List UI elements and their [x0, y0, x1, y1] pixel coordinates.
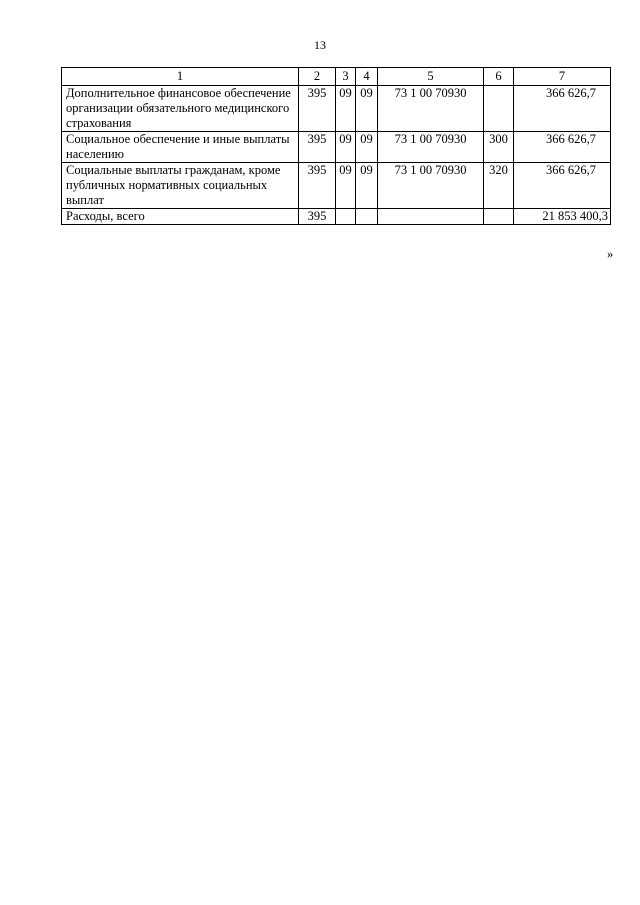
row-section: 09: [336, 163, 356, 209]
row-target: 73 1 00 70930: [378, 132, 484, 163]
header-col-7: 7: [514, 68, 611, 86]
total-name: Расходы, всего: [62, 209, 299, 225]
total-subsection: [356, 209, 378, 225]
row-amount: 366 626,7: [514, 86, 611, 132]
total-target: [378, 209, 484, 225]
page-number: 13: [314, 38, 326, 52]
table-row: [62, 132, 611, 163]
total-row: [62, 209, 611, 225]
row-ministry: 395: [299, 132, 336, 163]
budget-table: [61, 67, 611, 225]
total-expense-type: [484, 209, 514, 225]
row-amount: 366 626,7: [514, 163, 611, 209]
row-subsection: 09: [356, 132, 378, 163]
row-amount: 366 626,7: [514, 132, 611, 163]
header-col-5: 5: [378, 68, 484, 86]
header-row: [62, 68, 611, 86]
total-ministry: 395: [299, 209, 336, 225]
row-target: 73 1 00 70930: [378, 86, 484, 132]
row-ministry: 395: [299, 86, 336, 132]
row-expense-type: [484, 86, 514, 132]
header-col-4: 4: [356, 68, 378, 86]
row-subsection: 09: [356, 163, 378, 209]
row-target: 73 1 00 70930: [378, 163, 484, 209]
row-expense-type: 300: [484, 132, 514, 163]
row-name: Социальные выплаты гражданам, кроме публичных нормативных социальных выплат: [62, 163, 299, 209]
header-col-6: 6: [484, 68, 514, 86]
row-section: 09: [336, 132, 356, 163]
row-expense-type: 320: [484, 163, 514, 209]
row-name: Дополнительное финансовое обеспечение организации обязательного медицинского страхования: [62, 86, 299, 132]
closing-quote: »: [607, 247, 614, 261]
total-amount: 21 853 400,3: [514, 209, 611, 225]
header-col-1: 1: [62, 68, 299, 86]
header-col-3: 3: [336, 68, 356, 86]
row-section: 09: [336, 86, 356, 132]
row-ministry: 395: [299, 163, 336, 209]
row-subsection: 09: [356, 86, 378, 132]
total-section: [336, 209, 356, 225]
header-col-2: 2: [299, 68, 336, 86]
row-name: Социальное обеспечение и иные выплаты населению: [62, 132, 299, 163]
table-row: [62, 163, 611, 209]
table-row: [62, 86, 611, 132]
